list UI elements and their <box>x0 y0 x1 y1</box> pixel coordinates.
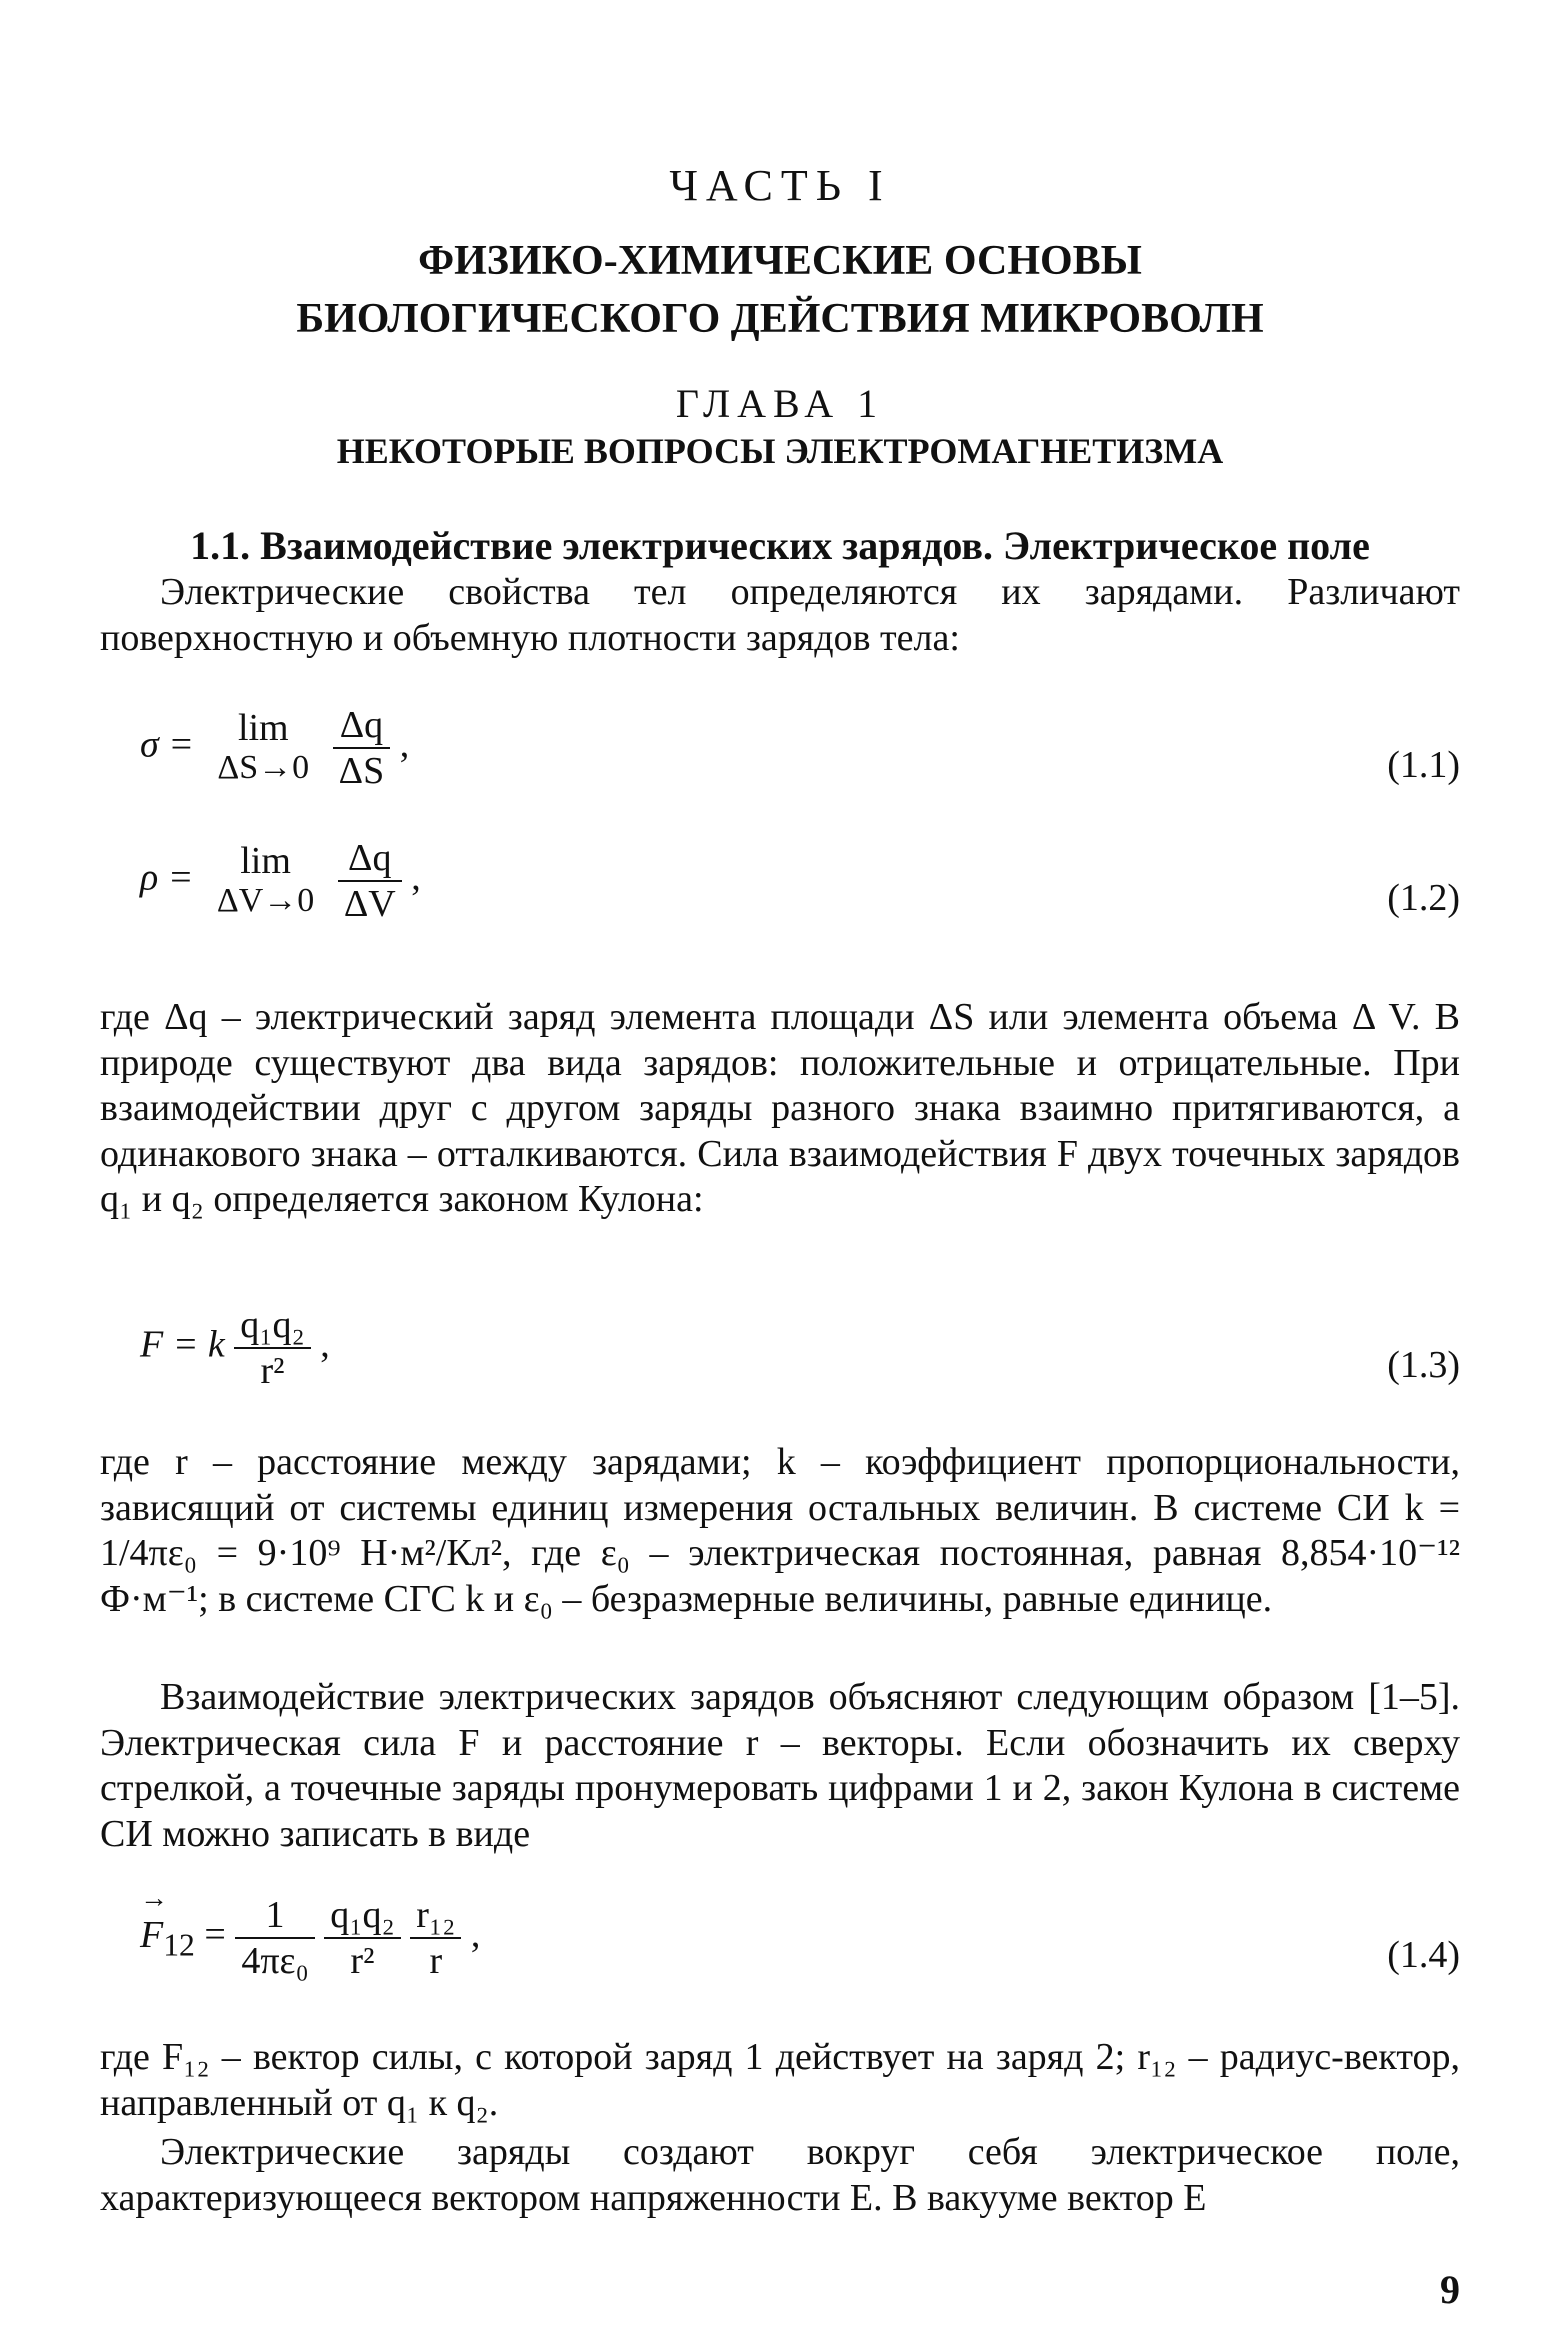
book-page <box>100 0 1460 2337</box>
paragraph-2: где Δq – электрический заряд элемента площади ΔS или элемента объема Δ V. В природе существуют два вида зарядов: положительные и отрицательные. При взаимодействии друг с другом заряды разного знака взаимно притягиваются, а одинакового знака – отталкиваются. Сила взаимодействия F двух точечных зарядов q₁ и q₂ определяется законом Кулона: <box>100 996 1460 1220</box>
paragraph-1: Электрические свойства тел определяются их зарядами. Различают поверхностную и объемную плотности зарядов тела: <box>100 571 1460 659</box>
part-heading: ЧАСТЬ I <box>669 161 891 210</box>
equation-1-3-comma: , <box>320 1323 330 1366</box>
paragraph-5: где F₁₂ – вектор силы, с которой заряд 1 действует на заряд 2; r₁₂ – радиус-вектор, направленный от q₁ к q₂. <box>100 2036 1460 2124</box>
section-title: 1.1. Взаимодействие электрических зарядов. Электрическое поле <box>190 523 1370 568</box>
equation-1-4-denominator-1: 4πε₀ <box>241 1940 309 1982</box>
equation-1-4-numerator-2: q₁q₂ <box>324 1895 401 1939</box>
equation-1-2-limit <box>217 841 314 921</box>
equation-1-1-comma: , <box>399 723 410 766</box>
equation-1-3-body <box>140 1305 330 1391</box>
equation-1-4-numerator-1: 1 <box>235 1895 314 1939</box>
equation-1-4-fraction-3 <box>410 1895 461 1981</box>
equation-1-2-numerator: Δq <box>338 838 402 882</box>
equation-1-4-fraction-2 <box>324 1895 401 1981</box>
equation-1-2-body <box>140 838 421 924</box>
equation-1-4-denominator-3: r <box>429 1940 443 1982</box>
part-title-line-1: ФИЗИКО-ХИМИЧЕСКИЕ ОСНОВЫ <box>418 238 1142 284</box>
equation-1-2-lhs: ρ = <box>140 856 194 899</box>
equation-1-4-fraction-1 <box>235 1895 314 1981</box>
chapter-heading: ГЛАВА 1 <box>675 381 885 426</box>
equation-1-4-denominator-2: r² <box>350 1940 375 1982</box>
equation-1-3-label: (1.3) <box>1387 1344 1460 1386</box>
equation-1-4-label: (1.4) <box>1387 1934 1460 1976</box>
equation-1-2-lim-subscript: ΔV→0 <box>216 882 315 919</box>
equation-1-3-denominator: r² <box>260 1350 285 1392</box>
equation-1-2-label: (1.2) <box>1387 877 1460 919</box>
equation-1-1 <box>100 705 1460 825</box>
equation-1-1-label: (1.1) <box>1387 744 1460 786</box>
paragraph-3: где r – расстояние между зарядами; k – коэффициент пропорциональности, зависящий от системы единиц измерения остальных величин. В системе СИ k = 1/4πε₀ = 9·10⁹ Н·м²/Кл², где ε₀ – электрическая постоянная, равная 8,854·10⁻¹² Ф·м⁻¹; в системе СГС k и ε₀ – безразмерные величины, равные единице. <box>100 1441 1460 1620</box>
equation-1-2-denominator: ΔV <box>343 883 396 925</box>
paragraph-6: Электрические заряды создают вокруг себя электрическое поле, характеризующееся вектором напряженности E. В вакууме вектор E <box>100 2131 1460 2219</box>
equation-1-4-numerator-3: r₁₂ <box>410 1895 461 1939</box>
equation-1-2-comma: , <box>411 856 421 899</box>
equation-1-1-lim-word: lim <box>237 707 289 749</box>
equation-1-3-fraction <box>234 1305 311 1391</box>
paragraph-4: Взаимодействие электрических зарядов объясняют следующим образом [1–5]. Электрическая сила F и расстояние r – векторы. Если обозначить их сверху стрелкой, а точечные заряды пронумеровать цифрами 1 и 2, закон Кулона в системе СИ можно записать в виде <box>100 1676 1460 1855</box>
equation-1-1-fraction <box>333 705 391 791</box>
equation-1-3-numerator: q₁q₂ <box>234 1305 311 1349</box>
equation-1-4 <box>100 1895 1460 2015</box>
equation-1-4-force-vector: → F <box>140 1913 163 1957</box>
part-title-line-2: БИОЛОГИЧЕСКОГО ДЕЙСТВИЯ МИКРОВОЛН <box>296 296 1264 342</box>
equation-1-1-lhs: σ = <box>140 723 194 766</box>
equation-1-4-body <box>140 1895 480 1981</box>
equation-1-1-limit <box>217 708 309 788</box>
chapter-title: НЕКОТОРЫЕ ВОПРОСЫ ЭЛЕКТРОМАГНЕТИЗМА <box>336 431 1224 471</box>
equation-1-2 <box>100 838 1460 958</box>
part-title <box>100 232 1460 348</box>
equation-1-1-numerator: Δq <box>333 705 391 749</box>
equation-1-3 <box>100 1305 1460 1425</box>
equation-1-2-lim-word: lim <box>240 840 291 882</box>
equation-1-1-lim-subscript: ΔS→0 <box>217 749 310 786</box>
equation-1-4-equals: = <box>204 1913 226 1956</box>
equation-1-2-fraction <box>338 838 402 924</box>
equation-1-4-force-subscript: 12 <box>163 1927 195 1963</box>
equation-1-4-comma: , <box>470 1913 481 1956</box>
equation-1-1-denominator: ΔS <box>338 750 385 792</box>
equation-1-3-lhs: F = k <box>140 1323 225 1366</box>
equation-1-1-body <box>140 705 409 791</box>
page-number: 9 <box>1440 2267 1460 2312</box>
